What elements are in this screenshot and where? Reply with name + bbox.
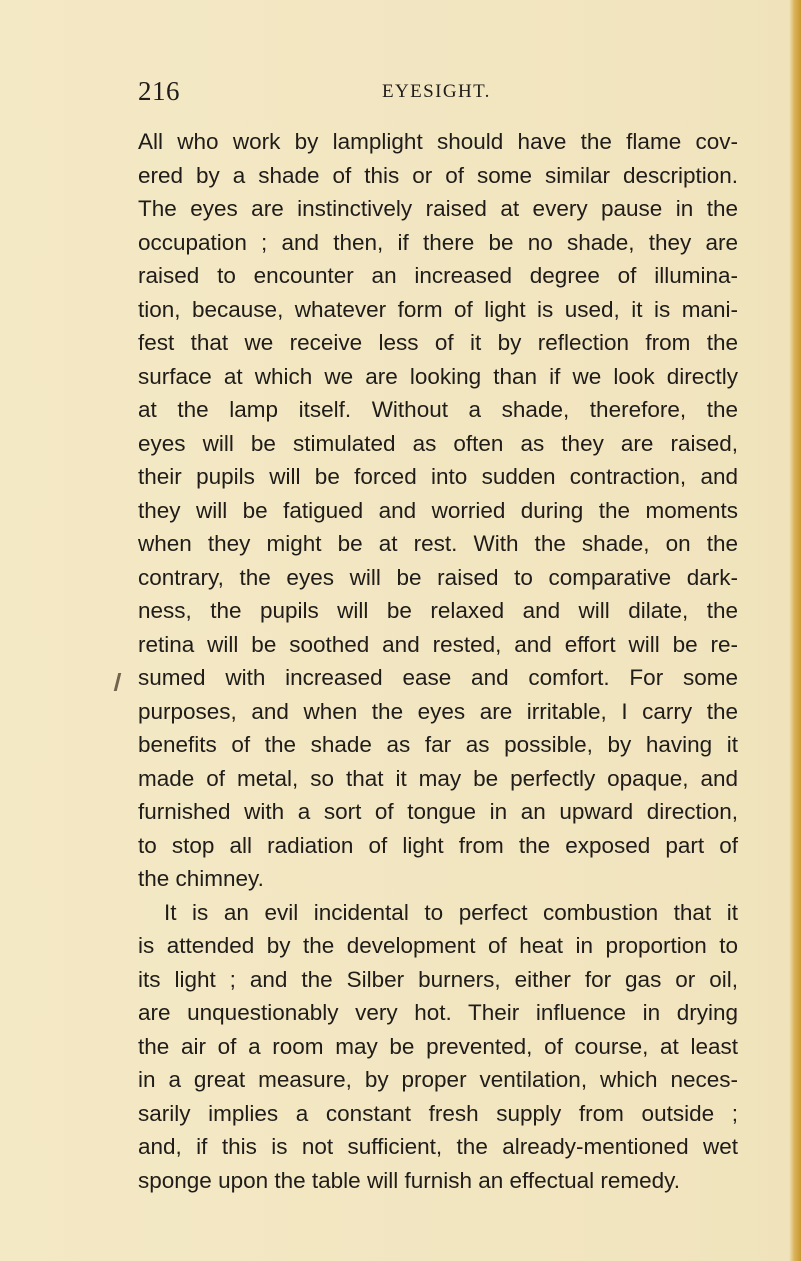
text-line: the chimney. xyxy=(138,866,264,891)
text-line: their pupils will be forced into sudden contraction, and xyxy=(138,464,738,489)
text-line: All who work by lamplight should have the flame cov- xyxy=(138,129,738,154)
text-line: at the lamp itself. Without a shade, therefore, the xyxy=(138,397,738,422)
text-line: ered by a shade of this or of some similar description. xyxy=(138,162,738,188)
body-text xyxy=(138,125,738,1197)
page-edge xyxy=(789,0,801,1261)
text-line: sponge upon the table will furnish an effectual remedy. xyxy=(138,1167,681,1193)
page-header xyxy=(138,74,738,110)
text-line: raised to encounter an increased degree of illumina- xyxy=(138,263,738,288)
text-line: The eyes are instinctively raised at every pause in the xyxy=(138,196,738,221)
text-line: when they might be at rest. With the shade, on the xyxy=(138,531,738,556)
text-line: sumed with increased ease and comfort. For some xyxy=(138,665,738,690)
margin-mark xyxy=(114,673,121,691)
text-line: benefits of the shade as far as possible, by having it xyxy=(138,732,738,757)
text-line: are unquestionably very hot. Their influence in drying xyxy=(138,1000,738,1025)
text-line: in a great measure, by proper ventilation, which neces- xyxy=(138,1067,738,1092)
text-line: made of metal, so that it may be perfectly opaque, and xyxy=(138,765,738,791)
text-line: It is an evil incidental to perfect combustion that it xyxy=(164,899,738,925)
text-line: sarily implies a constant fresh supply from outside ; xyxy=(138,1100,738,1126)
text-line: purposes, and when the eyes are irritable, I carry the xyxy=(138,698,738,724)
text-line: contrary, the eyes will be raised to comparative dark- xyxy=(138,564,738,590)
text-line: the air of a room may be prevented, of course, at least xyxy=(138,1033,738,1059)
text-line: ness, the pupils will be relaxed and will dilate, the xyxy=(138,598,738,623)
text-line: is attended by the development of heat in proportion to xyxy=(138,933,738,958)
text-line: its light ; and the Silber burners, either for gas or oil, xyxy=(138,966,738,992)
running-head: EYESIGHT. xyxy=(382,81,491,102)
text-line: and, if this is not sufficient, the already-mentioned wet xyxy=(138,1134,738,1159)
text-line: to stop all radiation of light from the exposed part of xyxy=(138,832,738,858)
text-line: tion, because, whatever form of light is used, it is mani- xyxy=(138,296,738,322)
text-line: they will be fatigued and worried during the moments xyxy=(138,497,738,523)
text-line: occupation ; and then, if there be no shade, they are xyxy=(138,229,738,255)
text-line: retina will be soothed and rested, and effort will be re- xyxy=(138,631,738,657)
text-line: fest that we receive less of it by reflection from the xyxy=(138,330,738,355)
text-line: eyes will be stimulated as often as they are raised, xyxy=(138,430,738,456)
text-line: furnished with a sort of tongue in an upward direction, xyxy=(138,799,738,824)
page-number: 216 xyxy=(138,76,180,106)
text-line: surface at which we are looking than if we look directly xyxy=(138,363,738,389)
